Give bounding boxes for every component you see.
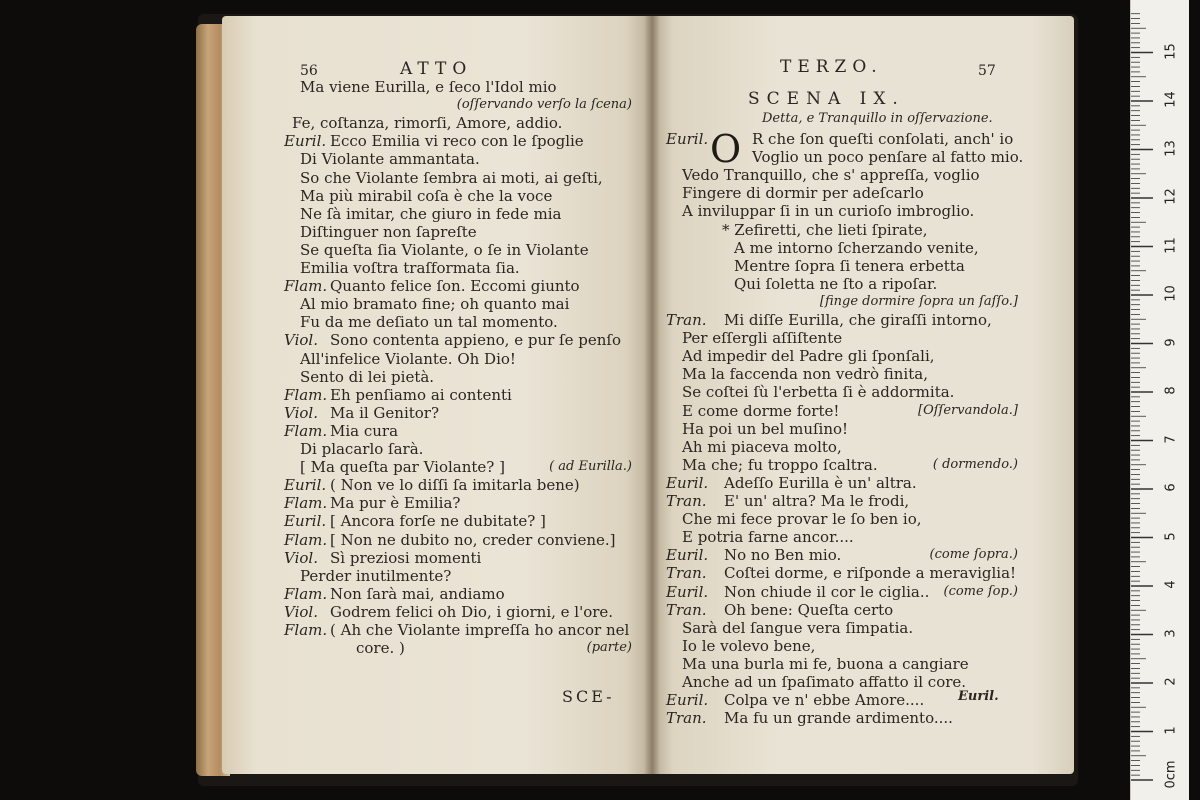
ruler-number: 4	[1163, 580, 1179, 589]
speaker-label: Euril.	[284, 476, 327, 495]
ruler-number: 7	[1163, 434, 1179, 444]
verse-line: Anche ad un ſpaſimato affatto il core.	[682, 673, 967, 691]
verse-line: Non chiude il cor le ciglia..	[724, 582, 930, 601]
verse-line: Sento di lei pietà.	[300, 367, 435, 386]
speaker-label: Tran.	[666, 709, 707, 728]
ruler-number: 6	[1163, 483, 1179, 492]
verse-line: ( Ah che Violante impreſſa ho ancor nel	[330, 621, 630, 639]
ruler-number: 14	[1163, 91, 1179, 108]
verse-line: Mia cura	[330, 421, 399, 440]
verse-line: Diſtinguer non ſapreſte	[300, 222, 477, 241]
verse-line: [ Ancora forſe ne dubitate? ]	[330, 512, 546, 531]
verse-line: A inviluppar ſi in un curioſo imbroglio.	[682, 202, 975, 221]
stage-direction: ( dormendo.)	[932, 456, 1018, 472]
verse-line: E' un' altra? Ma le frodi,	[724, 492, 910, 510]
verse-line: Al mio bramato fine; oh quanto mai	[300, 295, 570, 314]
verse-line: Adeſſo Eurilla è un' altra.	[724, 473, 917, 492]
verse-line: Eh penſiamo ai contenti	[330, 385, 512, 404]
speaker-label: Tran.	[666, 311, 707, 329]
verse-line: Di Violante ammantata.	[300, 150, 480, 169]
verse-line: [ Ma queſta par Violante? ]	[300, 458, 505, 477]
speaker-label: Euril.	[666, 546, 709, 565]
speaker-label: Euril.	[284, 512, 327, 531]
verse-line: No no Ben mio.	[724, 546, 842, 565]
verse-line: Godrem felici oh Dio, i giorni, e l'ore.	[330, 602, 614, 621]
speaker-label: Tran.	[666, 600, 707, 619]
verse-line: Di placarlo ſarà.	[300, 440, 424, 458]
stage-direction: (parte)	[586, 640, 632, 656]
stage-direction: ( ad Eurilla.)	[549, 459, 632, 475]
speaker-label: Flam.	[284, 385, 328, 404]
verse-line: Voglio un poco penſare al fatto mio.	[752, 148, 1024, 167]
verse-line: ( Non ve lo diſſi ſa imitarla bene)	[330, 476, 580, 495]
verse-line: Ma viene Eurilla, e ſeco l'Idol mio	[300, 78, 557, 96]
verse-line: Coſtei dorme, e riſponde a meraviglia!	[724, 564, 1017, 583]
verse-line: Ah mi piaceva molto,	[682, 437, 842, 456]
stage-direction: [Oſſervandola.]	[918, 402, 1018, 418]
stage-direction: [finge dormire ſopra un ſaſſo.]	[819, 293, 1018, 309]
verse-line: Ma il Genitor?	[330, 403, 440, 422]
ruler-number: 12	[1163, 188, 1179, 205]
left-page-number: 56	[300, 63, 318, 79]
ruler-number: 13	[1163, 139, 1179, 157]
verse-line: Se coſtei ſù l'erbetta ſi è addormita.	[682, 383, 955, 402]
speaker-label: Flam.	[284, 584, 328, 603]
verse-line: Fu da me deſiato un tal momento.	[300, 313, 558, 332]
stage-direction: (come ſopra.)	[929, 547, 1018, 563]
speaker-label: Viol.	[284, 602, 318, 621]
scene-subtitle: Detta, e Tranquillo in oſſervazione.	[762, 111, 993, 126]
speaker-label: Tran.	[666, 564, 707, 583]
speaker-label: Viol.	[284, 403, 318, 422]
verse-line: Sono contenta appieno, e pur ſe penſo	[330, 331, 621, 350]
verse-line: Oh bene: Queſta certo	[724, 600, 894, 619]
speaker-label: Flam.	[284, 494, 328, 513]
verse-line: Ad impedir del Padre gli ſponſali,	[682, 347, 935, 366]
verse-line: Quanto felice ſon. Eccomi giunto	[330, 277, 580, 296]
right-page-number: 57	[978, 63, 996, 79]
verse-line: Ma pur è Emilia?	[330, 494, 461, 513]
verse-line: Per eſſergli aſſiſtente	[682, 329, 843, 348]
verse-line: Fe, coſtanza, rimorſi, Amore, addio.	[292, 114, 563, 133]
speaker-label: Viol.	[284, 548, 318, 567]
speaker-label: Flam.	[284, 421, 328, 440]
ruler-number: 11	[1163, 236, 1179, 254]
verse-line: Se queſta ſia Violante, o ſe in Violante	[300, 240, 589, 259]
verse-line: core. )	[356, 639, 405, 658]
verse-line: Ma che; fu troppo ſcaltra.	[682, 455, 878, 474]
speaker-label: Viol.	[284, 331, 318, 350]
ruler-number: 15	[1163, 42, 1179, 60]
verse-line: Non ſarà mai, andiamo	[330, 584, 505, 603]
speaker-label: Euril.	[666, 582, 709, 601]
stage-direction: (come ſop.)	[943, 583, 1018, 599]
verse-line: Mentre ſopra ſi tenera erbetta	[734, 256, 965, 275]
verse-line: Qui ſoletta ne ſto a ripoſar.	[734, 274, 938, 293]
verse-line: E potria farne ancor....	[682, 528, 854, 547]
ruler-number: 2	[1163, 677, 1179, 686]
verse-line: So che Violante ſembra ai moti, ai geſti,	[300, 168, 603, 187]
right-running-header: TERZO.	[780, 57, 883, 77]
verse-line: Ma fu un grande ardimento....	[724, 709, 953, 728]
speaker-label: Flam.	[284, 277, 328, 296]
left-running-header: ATTO	[400, 59, 473, 79]
verse-line: Perder inutilmente?	[300, 566, 452, 585]
verse-line: Mi diſſe Eurilla, che giraſſi intorno,	[724, 311, 992, 329]
speaker-label: Flam.	[284, 530, 328, 549]
ruler-ticks	[1131, 0, 1189, 800]
ruler-number: 5	[1163, 531, 1179, 541]
speaker-label: Euril.	[666, 130, 709, 148]
verse-line: E come dorme forte!	[682, 401, 840, 420]
ruler-number: 8	[1163, 386, 1179, 395]
verse-line: * Zefiretti, che lieti ſpirate,	[722, 220, 928, 239]
verse-line: [ Non ne dubito no, creder conviene.]	[330, 530, 616, 549]
speaker-label: Euril.	[666, 691, 709, 710]
speaker-label: Euril.	[284, 132, 327, 151]
verse-line: Emilia voſtra traſformata ſia.	[300, 259, 520, 277]
scene-title: SCENA IX.	[748, 89, 905, 109]
verse-line: Ha poi un bel muſino!	[682, 419, 849, 438]
ruler-number: 9	[1163, 337, 1179, 347]
ruler-number: 10	[1163, 285, 1179, 302]
verse-line: All'infelice Violante. Oh Dio!	[300, 349, 516, 368]
right-catchword: Euril.	[958, 689, 999, 704]
ruler-number: 1	[1163, 725, 1179, 735]
verse-line: Sarà del ſangue vera ſimpatia.	[682, 618, 914, 637]
left-catchword: SCE-	[562, 687, 615, 706]
verse-line: Ma la faccenda non vedrò finita,	[682, 365, 928, 384]
measuring-ruler	[1130, 0, 1189, 800]
verse-line: Fingere di dormir per adeſcarlo	[682, 184, 924, 203]
ruler-number: 0cm	[1163, 760, 1179, 789]
speaker-label: Flam.	[284, 621, 328, 639]
speaker-label: Euril.	[666, 473, 709, 492]
speaker-label: Tran.	[666, 492, 707, 510]
verse-line: Ne ſà imitar, che giuro in fede mia	[300, 204, 562, 223]
stage-direction: (oſſervando verſo la ſcena)	[456, 97, 632, 113]
verse-line: Io le volevo bene,	[682, 636, 816, 655]
ruler-number: 3	[1163, 628, 1179, 638]
verse-line: Colpa ve n' ebbe Amore....	[724, 691, 925, 710]
book-gutter	[644, 16, 660, 774]
drop-cap: O	[710, 127, 742, 171]
verse-line: Vedo Tranquillo, che s' appreſſa, voglio	[682, 166, 980, 185]
verse-line: Sì preziosi momenti	[330, 548, 482, 567]
verse-line: R che ſon queſti conſolati, anch' io	[752, 130, 1014, 148]
verse-line: Ecco Emilia vi reco con le ſpoglie	[330, 132, 584, 151]
left-page	[222, 16, 652, 774]
verse-line: Che mi fece provar le ſo ben io,	[682, 510, 922, 529]
verse-line: Ma più mirabil coſa è che la voce	[300, 186, 553, 205]
verse-line: A me intorno ſcherzando venite,	[734, 238, 979, 257]
verse-line: Ma una burla mi fe, buona a cangiare	[682, 654, 969, 673]
